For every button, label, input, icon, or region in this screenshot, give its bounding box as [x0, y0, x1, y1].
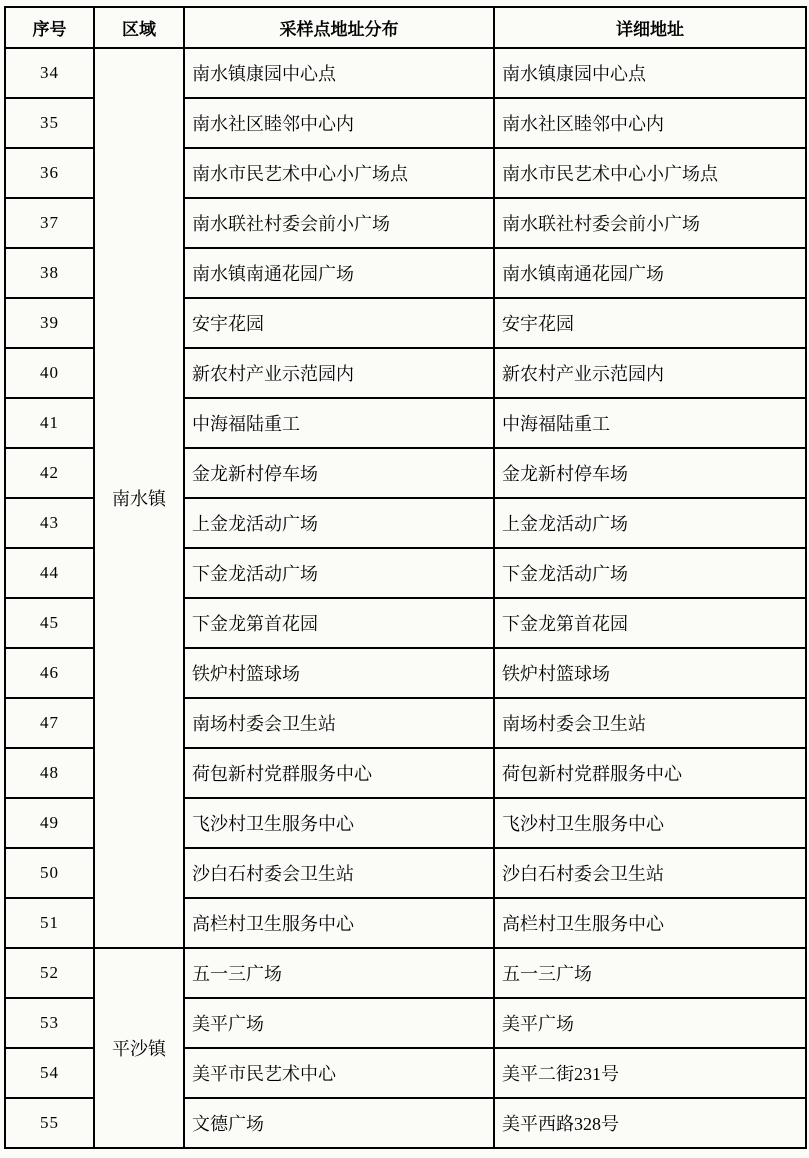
address-cell: 新农村产业示范园内: [494, 348, 806, 398]
site-cell: 文德广场: [184, 1098, 494, 1148]
serial-number-cell: 51: [5, 898, 94, 948]
table-body: [5, 48, 806, 1148]
site-cell: 上金龙活动广场: [184, 498, 494, 548]
site-cell: 下金龙第首花园: [184, 598, 494, 648]
site-cell: 铁炉村篮球场: [184, 648, 494, 698]
address-cell: 飞沙村卫生服务中心: [494, 798, 806, 848]
document-page: [0, 6, 809, 1158]
site-cell: 南水联社村委会前小广场: [184, 198, 494, 248]
serial-number-cell: 44: [5, 548, 94, 598]
site-cell: 南水镇康园中心点: [184, 48, 494, 98]
address-cell: 沙白石村委会卫生站: [494, 848, 806, 898]
serial-number-cell: 54: [5, 1048, 94, 1098]
region-cell: 平沙镇: [94, 948, 184, 1148]
table-row: [5, 48, 806, 98]
address-cell: 高栏村卫生服务中心: [494, 898, 806, 948]
address-cell: 五一三广场: [494, 948, 806, 998]
site-cell: 五一三广场: [184, 948, 494, 998]
address-cell: 上金龙活动广场: [494, 498, 806, 548]
site-cell: 下金龙活动广场: [184, 548, 494, 598]
region-cell: 南水镇: [94, 48, 184, 948]
address-cell: 铁炉村篮球场: [494, 648, 806, 698]
address-cell: 下金龙第首花园: [494, 598, 806, 648]
site-cell: 南水镇南通花园广场: [184, 248, 494, 298]
site-cell: 南水市民艺术中心小广场点: [184, 148, 494, 198]
serial-number-cell: 45: [5, 598, 94, 648]
site-cell: 南场村委会卫生站: [184, 698, 494, 748]
serial-number-cell: 38: [5, 248, 94, 298]
site-cell: 高栏村卫生服务中心: [184, 898, 494, 948]
address-cell: 南水镇康园中心点: [494, 48, 806, 98]
serial-number-cell: 34: [5, 48, 94, 98]
address-cell: 荷包新村党群服务中心: [494, 748, 806, 798]
address-cell: 美平二街231号: [494, 1048, 806, 1098]
serial-number-cell: 49: [5, 798, 94, 848]
site-cell: 沙白石村委会卫生站: [184, 848, 494, 898]
address-cell: 南水联社村委会前小广场: [494, 198, 806, 248]
site-cell: 美平市民艺术中心: [184, 1048, 494, 1098]
address-cell: 南水社区睦邻中心内: [494, 98, 806, 148]
address-cell: 南场村委会卫生站: [494, 698, 806, 748]
serial-number-cell: 48: [5, 748, 94, 798]
serial-number-cell: 50: [5, 848, 94, 898]
address-cell: 美平西路328号: [494, 1098, 806, 1148]
site-cell: 美平广场: [184, 998, 494, 1048]
serial-number-cell: 36: [5, 148, 94, 198]
address-cell: 南水市民艺术中心小广场点: [494, 148, 806, 198]
serial-number-cell: 41: [5, 398, 94, 448]
serial-number-cell: 35: [5, 98, 94, 148]
serial-number-cell: 40: [5, 348, 94, 398]
address-cell: 金龙新村停车场: [494, 448, 806, 498]
serial-number-cell: 37: [5, 198, 94, 248]
serial-number-cell: 53: [5, 998, 94, 1048]
column-header-region: 区域: [94, 7, 184, 48]
serial-number-cell: 42: [5, 448, 94, 498]
address-cell: 美平广场: [494, 998, 806, 1048]
address-cell: 下金龙活动广场: [494, 548, 806, 598]
site-cell: 金龙新村停车场: [184, 448, 494, 498]
site-cell: 新农村产业示范园内: [184, 348, 494, 398]
site-cell: 中海福陆重工: [184, 398, 494, 448]
address-cell: 南水镇南通花园广场: [494, 248, 806, 298]
address-cell: 中海福陆重工: [494, 398, 806, 448]
serial-number-cell: 55: [5, 1098, 94, 1148]
column-header-serial: 序号: [5, 7, 94, 48]
column-header-site: 采样点地址分布: [184, 7, 494, 48]
site-cell: 南水社区睦邻中心内: [184, 98, 494, 148]
serial-number-cell: 46: [5, 648, 94, 698]
serial-number-cell: 52: [5, 948, 94, 998]
site-cell: 安宇花园: [184, 298, 494, 348]
header-row: [5, 7, 806, 48]
serial-number-cell: 47: [5, 698, 94, 748]
address-cell: 安宇花园: [494, 298, 806, 348]
serial-number-cell: 43: [5, 498, 94, 548]
serial-number-cell: 39: [5, 298, 94, 348]
table-row: [5, 948, 806, 998]
column-header-address: 详细地址: [494, 7, 806, 48]
site-cell: 荷包新村党群服务中心: [184, 748, 494, 798]
site-cell: 飞沙村卫生服务中心: [184, 798, 494, 848]
sampling-points-table: [4, 6, 807, 1149]
